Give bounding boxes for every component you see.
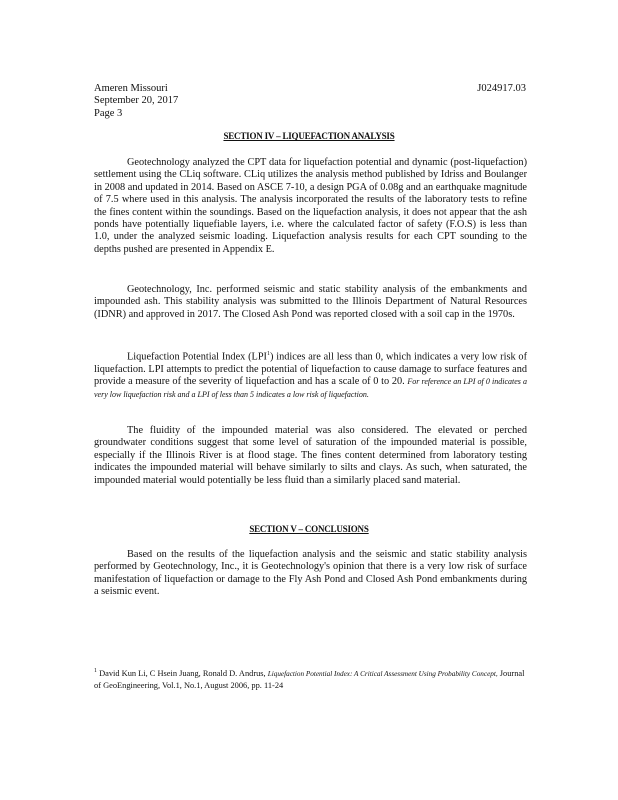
footnote xyxy=(94,666,527,691)
document-number: J024917.03 xyxy=(477,83,526,94)
page-number: Page 3 xyxy=(94,107,123,119)
section-4-paragraph-4: The fluidity of the impounded material was also considered. The elevated or perched groundwater conditions suggest that some level of saturation of the impounded material is possible, especially if the Illinois River is at flood stage. The fines content determined from laboratory testing indicates the impounded material will behave similarly to silts and clays. As such, when saturated, the impounded material would potentially be less fluid than a similarly placed sand material. xyxy=(94,425,527,486)
lpi-reference-note: For reference an LPI of 0 indicates a very low liquefaction risk and a LPI of less than 5 indicates a low risk of liquefaction. xyxy=(94,377,528,399)
section-5-heading: SECTION V – CONCLUSIONS xyxy=(249,524,369,534)
section-4-heading: SECTION IV – LIQUEFACTION ANALYSIS xyxy=(223,131,395,141)
section-4-paragraph-3 xyxy=(94,348,527,401)
section-5-paragraph-1: Based on the results of the liquefaction analysis and the seismic and static stability analysis performed by Geotechnology, Inc., it is Geotechnology's opinion that there is a very low risk of surface manifestation of liquefaction or damage to the Fly Ash Pond and Closed Ash Pond embankments during a seismic event. xyxy=(94,549,527,598)
lpi-text-a: Liquefaction Potential Index (LPI xyxy=(127,351,267,363)
footnote-authors: David Kun Li, C Hsein Juang, Ronald D. Andrus, xyxy=(99,668,266,678)
footnote-ref: 1 xyxy=(266,351,270,357)
letter-date: September 20, 2017 xyxy=(94,95,179,107)
section-4-paragraph-1: Geotechnology analyzed the CPT data for liquefaction potential and dynamic (post-liquefaction) settlement using the CLiq software. CLiq utilizes the analysis method published by Idriss and Boulanger in 2008 and updated in 2014. Based on ASCE 7-10, a design PGA of 0.08g and an earthquake magnitude of 7.5 where used in this analysis. The analysis incorporated the results of the laboratory tests to refine the fines content within the soundings. Based on the liquefaction analysis, it does not appear that the ash ponds have potentially liquefiable layers, i.e. where the calculated factor of safety (F.O.S) is less than 1.0, under the analyzed seismic loading. Liquefaction analysis results for each CPT sounding to the depths pushed are presented in Appendix E. xyxy=(94,157,527,255)
footnote-title: Liquefaction Potential Index: A Critical Assessment Using Probability Concept, xyxy=(267,669,498,678)
company-name: Ameren Missouri xyxy=(94,83,168,94)
lpi-text-b: ) indices are all less than 0, which indicates a very low risk of liquefaction. LPI attempts to predict the potential of liquefaction to cause damage to surface features and provide a measure of the severity of liquefaction and has a scale of 0 to 20. xyxy=(94,351,527,388)
footnote-marker: 1 xyxy=(94,668,97,674)
letter-header xyxy=(94,83,178,120)
section-4-paragraph-2: Geotechnology, Inc. performed seismic and static stability analysis of the embankments and impounded ash. This stability analysis was submitted to the Illinois Department of Natural Resources (IDNR) and approved in 2017. The Closed Ash Pond was reported closed with a soil cap in the 1970s. xyxy=(94,284,527,320)
footnote-journal: Journal of GeoEngineering, Vol.1, No.1, August 2006, pp. 11-24 xyxy=(94,668,525,690)
